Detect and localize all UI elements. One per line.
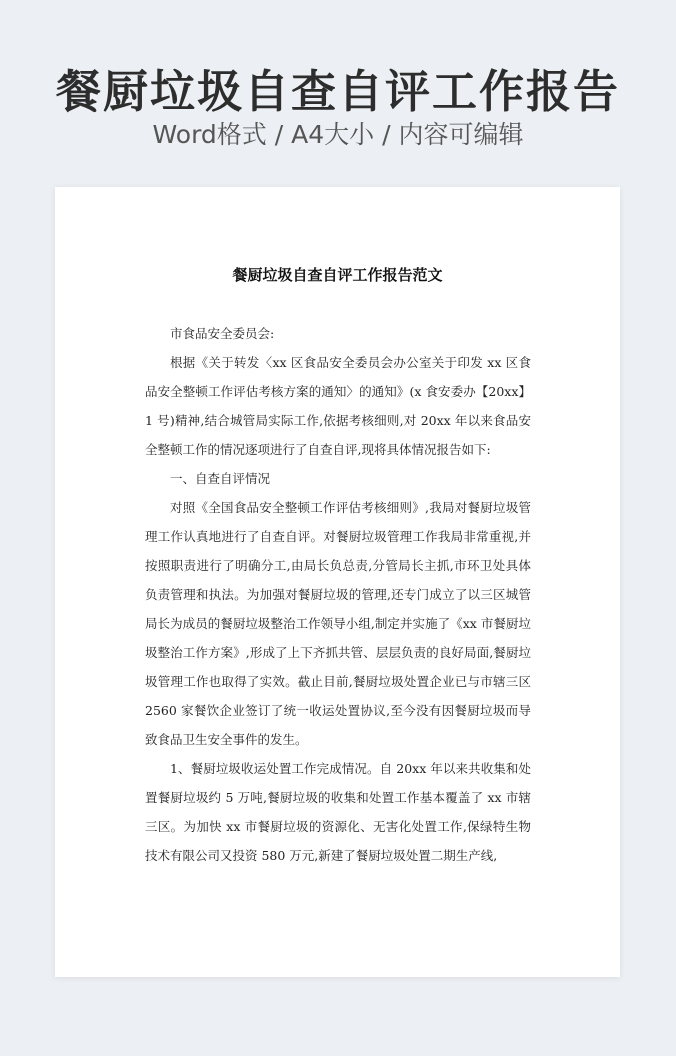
document-title: 餐厨垃圾自查自评工作报告范文	[232, 266, 443, 284]
document-page	[55, 187, 620, 977]
document-body	[145, 319, 531, 870]
doc-paragraph-collection: 1、餐厨垃圾收运处置工作完成情况。自 20xx 年以来共收集和处置餐厨垃圾约 5 万吨,餐厨垃圾的收集和处置工作基本覆盖了 xx 市辖三区。为加快 xx 市餐厨垃圾的资源化、无害化处置工作,保绿特生物技术有限公司又投资 580 万元,新建了餐厨垃圾处置二期生产线,	[145, 761, 531, 863]
doc-paragraph-assessment: 对照《全国食品安全整顿工作评估考核细则》,我局对餐厨垃圾管理工作认真地进行了自查自评。对餐厨垃圾管理工作我局非常重视,并按照职责进行了明确分工,由局长负总责,分管局长主抓,市环卫处具体负责管理和执法。为加强对餐厨垃圾的管理,还专门成立了以三区城管局长为成员的餐厨垃圾整治工作领导小组,制定并实施了《xx 市餐厨垃圾整治工作方案》,形成了上下齐抓共管、层层负责的良好局面,餐厨垃圾管理工作也取得了实效。截止目前,餐厨垃圾处置企业已与市辖三区 2560 家餐饮企业签订了统一收运处置协议,至今没有因餐厨垃圾而导致食品卫生安全事件的发生。	[145, 500, 531, 747]
doc-section-heading: 一、自查自评情况	[170, 471, 271, 486]
banner-subtitle: Word格式 / A4大小 / 内容可编辑	[152, 120, 524, 149]
banner-title: 餐厨垃圾自查自评工作报告	[55, 65, 620, 118]
doc-paragraph-salutation: 市食品安全委员会:	[170, 326, 275, 341]
doc-paragraph-intro: 根据《关于转发〈xx 区食品安全委员会办公室关于印发 xx 区食品安全整顿工作评估考核方案的通知〉的通知》(x 食安委办【20xx】1 号)精神,结合城管局实际工作,依据考核细则,对 20xx 年以来食品安全整顿工作的情况逐项进行了自查自评,现将具体情况报告如下:	[145, 355, 531, 457]
